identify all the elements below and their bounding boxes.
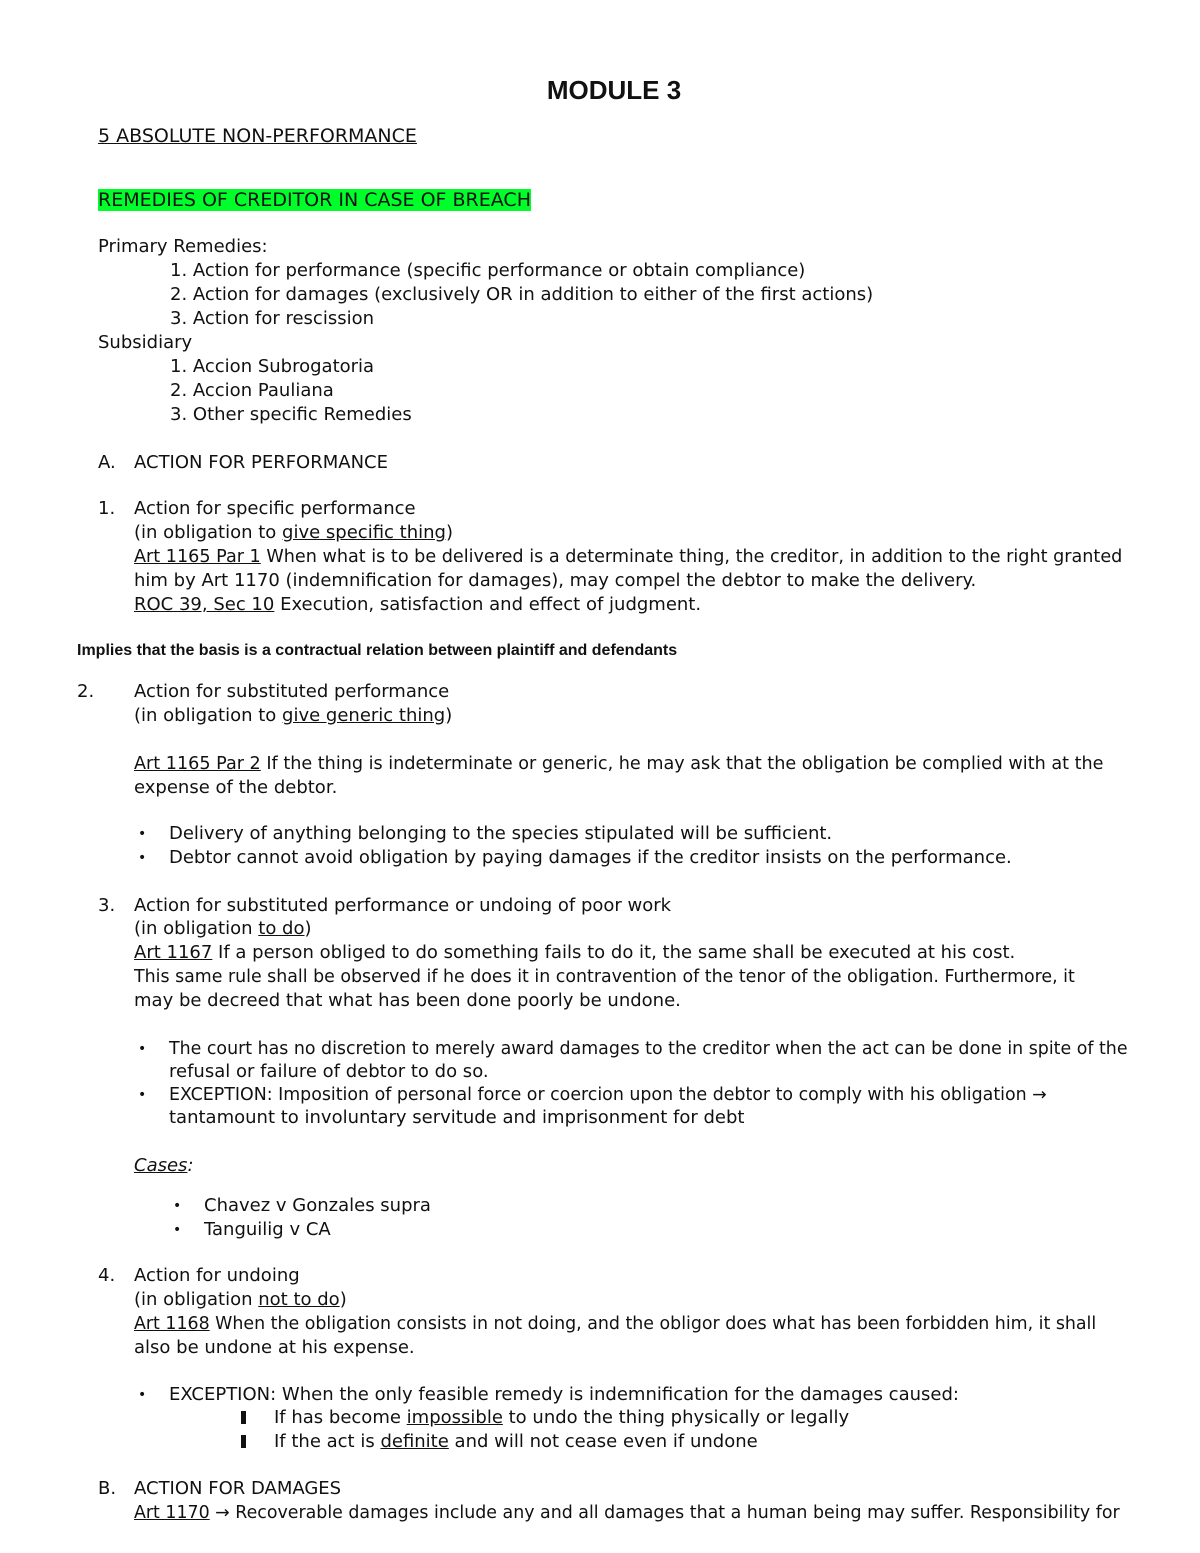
paren-underlined: give generic thing <box>282 705 446 726</box>
article-text: → Recoverable damages include any and all damages that a human being may suffer. Responsibility for <box>209 1503 1120 1523</box>
paren-pre: (in obligation <box>134 918 259 939</box>
bullet-icon: • <box>138 1387 147 1403</box>
highlight-text: REMEDIES OF CREDITOR IN CASE OF BREACH <box>98 189 531 211</box>
item-4-exception: EXCEPTION: When the only feasible remedy is indemnification for the damages caused: <box>169 1384 959 1405</box>
article-ref: Art 1168 <box>134 1314 210 1334</box>
item-4-sub-bullet <box>274 1430 758 1454</box>
item-3-article-cont: may be decreed that what has been done poorly be undone. <box>134 990 681 1011</box>
section-b-marker: B. <box>98 1478 117 1499</box>
item-1-paren <box>134 521 453 545</box>
primary-remedies-label: Primary Remedies: <box>98 236 268 257</box>
item-2-bullet: Delivery of anything belonging to the species stipulated will be sufficient. <box>169 823 833 844</box>
item-2-article-cont: expense of the debtor. <box>134 777 338 798</box>
section-a-marker: A. <box>98 452 116 473</box>
section-b-heading: ACTION FOR DAMAGES <box>134 1478 342 1499</box>
primary-item: 2. Action for damages (exclusively OR in addition to either of the first actions) <box>170 284 874 305</box>
paren-underlined: not to do <box>258 1289 340 1310</box>
bullet-icon: • <box>173 1222 182 1238</box>
item-4-article-cont: also be undone at his expense. <box>134 1337 415 1358</box>
rule-text: Execution, satisfaction and effect of judgment. <box>274 594 702 615</box>
item-4-sub-bullet <box>274 1406 849 1430</box>
paren-post: ) <box>339 1289 347 1310</box>
bullet-icon: • <box>138 826 147 842</box>
item-3-article-line <box>134 941 1015 965</box>
item-1-article-line <box>134 545 1122 569</box>
bold-note: Implies that the basis is a contractual relation between plaintiff and defendants <box>77 642 678 659</box>
sub-text: If has become <box>274 1407 407 1428</box>
item-4-article-line <box>134 1312 1096 1336</box>
page-title: MODULE 3 <box>546 75 682 105</box>
cases-label-text: Cases <box>134 1155 188 1176</box>
item-3-paren <box>134 917 312 941</box>
paren-post: ) <box>304 918 312 939</box>
item-4-title: Action for undoing <box>134 1265 300 1286</box>
item-3-bullet: EXCEPTION: Imposition of personal force or coercion upon the debtor to comply with his obligation → <box>169 1085 1047 1105</box>
bullet-icon: • <box>173 1198 182 1214</box>
section-b-article-line <box>134 1501 1120 1525</box>
section-a-heading: ACTION FOR PERFORMANCE <box>134 452 388 473</box>
item-2-number: 2. <box>77 681 95 702</box>
square-bullet-icon <box>241 1411 246 1424</box>
rule-ref: ROC 39, Sec 10 <box>134 594 275 615</box>
item-3-bullet-cont: tantamount to involuntary servitude and imprisonment for debt <box>169 1107 745 1128</box>
item-1-number: 1. <box>98 498 116 519</box>
article-text: If a person obliged to do something fails to do it, the same shall be executed at his cost. <box>212 942 1016 963</box>
primary-item: 3. Action for rescission <box>170 308 374 329</box>
paren-pre: (in obligation <box>134 1289 259 1310</box>
article-ref: Art 1170 <box>134 1503 210 1523</box>
paren-post: ) <box>445 522 453 543</box>
sub-underlined: impossible <box>406 1407 503 1428</box>
subsidiary-item: 1. Accion Subrogatoria <box>170 356 375 377</box>
item-3-title: Action for substituted performance or undoing of poor work <box>134 895 672 916</box>
item-2-bullet: Debtor cannot avoid obligation by paying damages if the creditor insists on the performance. <box>169 847 1012 868</box>
paren-underlined: give specific thing <box>282 522 446 543</box>
subsidiary-label: Subsidiary <box>98 332 193 353</box>
sub-text: If the act is <box>274 1431 381 1452</box>
highlighted-heading <box>98 188 531 212</box>
item-1-roc-line <box>134 593 701 617</box>
paren-post: ) <box>445 705 453 726</box>
subsidiary-item: 2. Accion Pauliana <box>170 380 334 401</box>
paren-underlined: to do <box>258 918 305 939</box>
article-ref: Art 1165 Par 2 <box>134 754 261 774</box>
sub-text: to undo the thing physically or legally <box>502 1407 850 1428</box>
item-2-article-line <box>134 752 1103 776</box>
bullet-icon: • <box>138 850 147 866</box>
item-3-number: 3. <box>98 895 116 916</box>
subsidiary-item: 3. Other specific Remedies <box>170 404 412 425</box>
paren-pre: (in obligation to <box>134 705 283 726</box>
article-ref: Art 1167 <box>134 942 213 963</box>
paren-pre: (in obligation to <box>134 522 283 543</box>
article-text: If the thing is indeterminate or generic, he may ask that the obligation be complied with at the <box>260 754 1104 774</box>
article-text: When what is to be delivered is a determinate thing, the creditor, in addition to the right granted <box>260 547 1123 567</box>
item-3-article-cont: This same rule shall be observed if he does it in contravention of the tenor of the obligation. Furthermore, it <box>134 967 1075 987</box>
article-ref: Art 1165 Par 1 <box>134 547 261 567</box>
item-1-title: Action for specific performance <box>134 498 416 519</box>
item-2-title: Action for substituted performance <box>134 681 450 702</box>
bullet-icon: • <box>138 1041 147 1057</box>
case-item: Tanguilig v CA <box>204 1219 331 1240</box>
item-2-paren <box>134 704 452 728</box>
cases-colon: : <box>187 1155 194 1176</box>
item-3-bullet: The court has no discretion to merely award damages to the creditor when the act can be done in spite of the <box>169 1039 1128 1059</box>
case-item: Chavez v Gonzales supra <box>204 1195 431 1216</box>
section-heading: 5 ABSOLUTE NON-PERFORMANCE <box>98 125 417 147</box>
square-bullet-icon <box>241 1435 246 1448</box>
item-4-paren <box>134 1288 347 1312</box>
article-text: When the obligation consists in not doing, and the obligor does what has been forbidden him, it shall <box>209 1314 1097 1334</box>
item-4-number: 4. <box>98 1265 116 1286</box>
bullet-icon: • <box>138 1087 147 1103</box>
item-1-article-cont: him by Art 1170 (indemnification for damages), may compel the debtor to make the delivery. <box>134 570 977 591</box>
sub-underlined: definite <box>380 1431 449 1452</box>
item-3-bullet-cont: refusal or failure of debtor to do so. <box>169 1061 489 1082</box>
sub-text: and will not cease even if undone <box>448 1431 758 1452</box>
primary-item: 1. Action for performance (specific performance or obtain compliance) <box>170 260 806 281</box>
cases-label <box>134 1154 194 1178</box>
